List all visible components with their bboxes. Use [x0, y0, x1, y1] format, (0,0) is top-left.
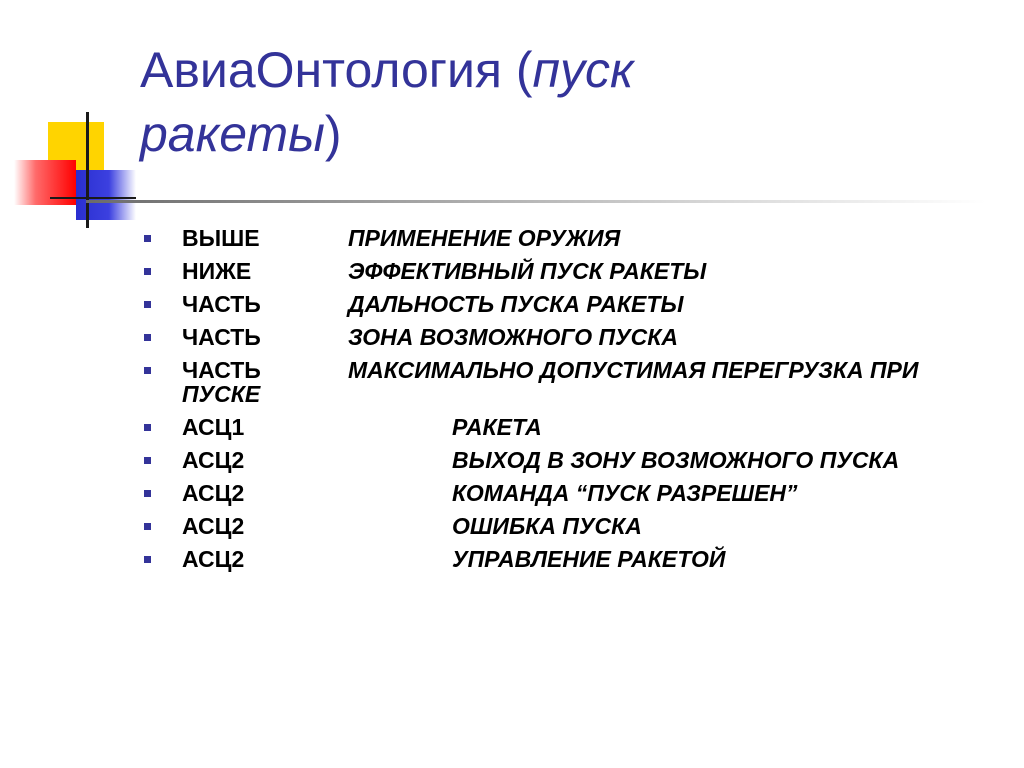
item-key: АСЦ2: [182, 447, 245, 473]
item-value: ОШИБКА ПУСКА: [452, 513, 642, 539]
bullet-square-icon: [144, 556, 151, 563]
item-value: РАКЕТА: [452, 414, 542, 440]
item-value: УПРАВЛЕНИЕ РАКЕТОЙ: [452, 546, 726, 572]
item-key: ВЫШЕ: [182, 225, 260, 251]
bullet-square-icon: [144, 490, 151, 497]
list-item: [140, 448, 1000, 472]
title-underline: [86, 200, 986, 203]
list-item: [140, 415, 1000, 439]
item-value: ПРИМЕНЕНИЕ ОРУЖИЯ: [348, 225, 621, 251]
list-item: [140, 514, 1000, 538]
item-value: ЗОНА ВОЗМОЖНОГО ПУСКА: [348, 324, 678, 350]
decor-blue-square: [76, 170, 136, 220]
list-item: [140, 259, 1000, 283]
item-key: АСЦ1: [182, 414, 245, 440]
item-value: КОМАНДА “ПУСК РАЗРЕШЕН”: [452, 480, 798, 506]
item-key: ЧАСТЬ: [182, 357, 261, 383]
list-item: [140, 481, 1000, 505]
decor-vertical-line: [86, 112, 89, 228]
slide-title: [140, 38, 960, 166]
item-value: МАКСИМАЛЬНО ДОПУСТИМАЯ ПЕРЕГРУЗКА ПРИ ПУСКЕ: [182, 357, 919, 407]
bullet-square-icon: [144, 334, 151, 341]
title-text-part4: ): [324, 106, 342, 162]
list-item: [140, 226, 1000, 250]
list-item: [140, 547, 1000, 571]
ontology-list: [140, 226, 1000, 580]
bullet-square-icon: [144, 268, 151, 275]
bullet-square-icon: [144, 424, 151, 431]
item-value: ДАЛЬНОСТЬ ПУСКА РАКЕТЫ: [348, 291, 684, 317]
bullet-square-icon: [144, 457, 151, 464]
item-key: АСЦ2: [182, 480, 245, 506]
item-key: ЧАСТЬ: [182, 291, 261, 317]
title-text-part1: АвиаОнтология (: [140, 42, 533, 98]
item-key: АСЦ2: [182, 513, 245, 539]
item-value: ЭФФЕКТИВНЫЙ ПУСК РАКЕТЫ: [348, 258, 707, 284]
item-key: ЧАСТЬ: [182, 324, 261, 350]
list-item: [140, 292, 1000, 316]
item-key: НИЖЕ: [182, 258, 252, 284]
list-item: [140, 358, 1000, 406]
bullet-square-icon: [144, 367, 151, 374]
title-text-part3: ракеты: [140, 106, 325, 162]
item-key: АСЦ2: [182, 546, 245, 572]
decor-horizontal-line-short: [50, 197, 136, 199]
bullet-square-icon: [144, 301, 151, 308]
title-text-part2: пуск: [532, 42, 634, 98]
bullet-square-icon: [144, 235, 151, 242]
list-item: [140, 325, 1000, 349]
item-value: ВЫХОД В ЗОНУ ВОЗМОЖНОГО ПУСКА: [452, 447, 900, 473]
bullet-square-icon: [144, 523, 151, 530]
